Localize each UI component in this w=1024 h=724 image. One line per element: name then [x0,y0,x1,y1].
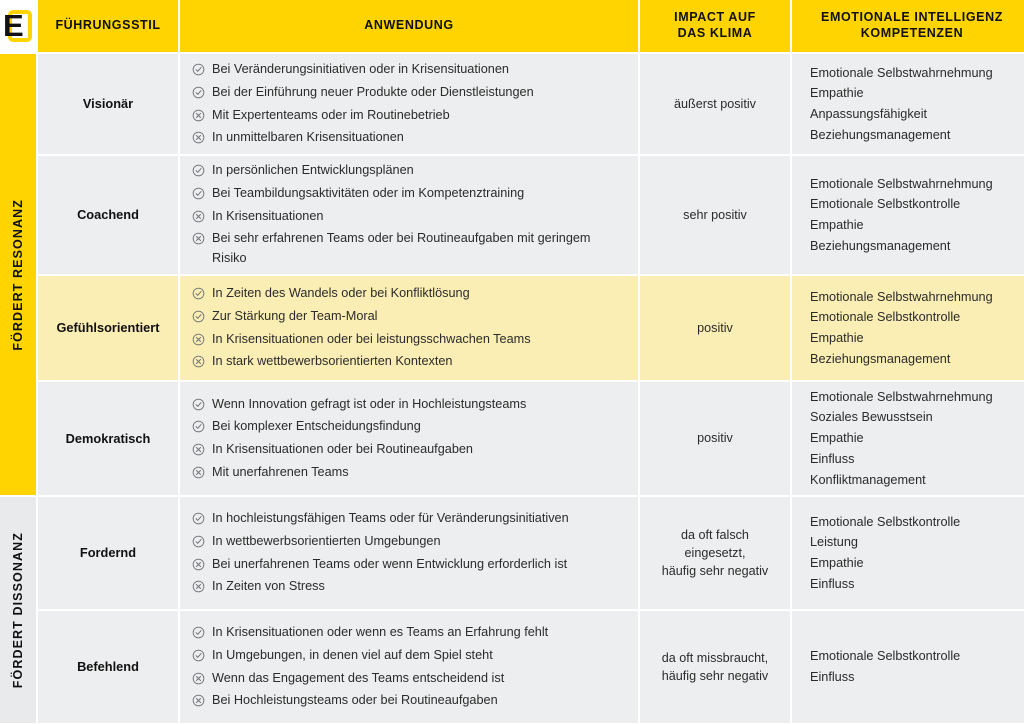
row-applications [180,276,638,380]
impact-text: positiv [697,431,733,446]
application-item [192,160,624,183]
logo-letter: E [3,8,23,43]
competency-item: Emotionale Selbstkontrolle [810,514,961,529]
application-text: In Zeiten des Wandels oder bei Konfliktlösung [212,286,470,301]
impact-line: da oft falsch [681,527,749,542]
row-applications [180,497,638,609]
application-text: In hochleistungsfähigen Teams oder für Veränderungsinitiativen [212,511,569,526]
application-item [192,644,624,667]
application-text: In Zeiten von Stress [212,579,325,594]
impact-line: häufig sehr negativ [661,564,769,579]
row-style-name [38,497,178,609]
row-impact [640,382,790,495]
competency-item: Einfluss [810,576,855,591]
application-item [192,351,624,374]
application-item [192,205,624,228]
style-label-befehlend: Befehlend [77,659,139,675]
row-impact [640,276,790,380]
application-item [192,508,624,531]
x-circle-icon [192,109,205,122]
application-text: In Krisensituationen oder wenn es Teams an Erfahrung fehlt [212,625,549,640]
band-foerdert-dissonanz [0,497,36,723]
header-anwendung-label: ANWENDUNG [364,18,454,33]
application-text: Wenn Innovation gefragt ist oder in Hochleistungsteams [212,396,527,411]
check-circle-icon [192,626,205,639]
row-applications [180,156,638,274]
competency-item: Empathie [810,218,864,232]
header-fuehrungsstil [38,0,178,52]
row-impact [640,156,790,274]
check-circle-icon [192,649,205,662]
application-item [192,81,624,104]
competency-item: Emotionale Selbstwahrnehmung [810,176,993,191]
application-item [192,416,624,439]
check-circle-icon [192,398,205,411]
x-circle-icon [192,443,205,456]
competency-item: Emotionale Selbstkontrolle [810,310,961,325]
row-applications [180,611,638,723]
application-item [192,576,624,599]
application-item [192,530,624,553]
application-item [192,283,624,306]
application-item [192,104,624,127]
application-text: In Krisensituationen oder bei Routineaufgaben [212,442,473,456]
application-text: Bei Veränderungsinitiativen oder in Krisensituationen [212,62,509,77]
competency-item: Konfliktmanagement [810,472,926,487]
application-text: Bei Teambildungsaktivitäten oder im Kompetenztraining [212,185,525,200]
x-circle-icon [192,355,205,368]
x-circle-icon [192,131,205,144]
application-text: Bei komplexer Entscheidungsfindung [212,419,421,434]
competency-item: Beziehungsmanagement [810,127,951,142]
header-impact-line1: IMPACT AUF [674,10,756,25]
row-competencies [792,611,1024,723]
style-label-fordernd: Fordernd [79,545,137,561]
header-ei-line2: KOMPETENZEN [860,26,964,40]
application-text: In Umgebungen, in denen viel auf dem Spiel steht [212,647,493,662]
x-circle-icon [192,466,205,479]
competency-item: Soziales Bewusstsein [810,410,933,425]
row-style-name [38,276,178,380]
competency-item: Emotionale Selbstwahrnehmung [810,389,993,404]
row-impact [640,611,790,723]
application-text: Bei Hochleistungsteams oder bei Routineaufgaben [212,693,498,708]
check-circle-icon [192,535,205,548]
x-circle-icon [192,232,205,245]
row-applications [180,382,638,495]
competency-item: Einfluss [810,670,855,684]
application-text: Mit Expertenteams oder im Routinebetrieb [212,107,450,122]
impact-line: da oft missbraucht, [661,650,769,665]
row-impact [640,497,790,609]
row-competencies [792,276,1024,380]
competency-item: Anpassungsfähigkeit [810,107,928,121]
style-label-demokratisch: Demokratisch [65,430,151,446]
row-impact [640,54,790,154]
row-competencies [792,156,1024,274]
band-foerdert-resonanz [0,54,36,495]
x-circle-icon [192,580,205,593]
row-style-name [38,382,178,495]
competency-item: Empathie [810,431,864,446]
competency-item: Beziehungsmanagement [810,351,951,366]
competency-item: Empathie [810,331,864,345]
application-item [192,622,624,645]
band-resonanz-label: FÖRDERT RESONANZ [11,198,25,351]
x-circle-icon [192,333,205,346]
style-label-coachend: Coachend [77,207,139,223]
application-item [192,690,624,713]
competency-item: Leistung [810,535,858,550]
check-circle-icon [192,164,205,177]
application-text: Bei sehr erfahrenen Teams oder bei Routineaufgaben mit geringem Risiko [212,231,591,266]
application-item [192,182,624,205]
x-circle-icon [192,672,205,685]
header-anwendung [180,0,638,52]
impact-text: äußerst positiv [674,96,756,111]
impact-text: positiv [697,320,733,335]
competency-item: Emotionale Selbstwahrnehmung [810,65,993,80]
application-text: In persönlichen Entwicklungsplänen [212,163,414,178]
application-item [192,228,624,270]
check-circle-icon [192,187,205,200]
impact-text: sehr positiv [683,207,747,222]
row-applications [180,54,638,154]
check-circle-icon [192,420,205,433]
competency-item: Einfluss [810,451,855,466]
application-item [192,439,624,462]
row-competencies [792,497,1024,609]
application-item [192,393,624,416]
x-circle-icon [192,558,205,571]
brand-logo-cell [0,0,36,52]
application-item [192,553,624,576]
application-item [192,461,624,484]
style-label-gefuehlsorientiert: Gefühlsorientiert [56,320,160,336]
application-item [192,59,624,82]
row-competencies [792,54,1024,154]
brand-logo-e-icon [3,9,33,43]
application-text: In Krisensituationen [212,208,324,223]
header-impact-klima [640,0,790,52]
application-text: In Krisensituationen oder bei leistungsschwachen Teams [212,331,531,346]
x-circle-icon [192,694,205,707]
application-item [192,667,624,690]
row-style-name [38,156,178,274]
header-impact-line2: DAS KLIMA [677,26,753,40]
header-ei-kompetenzen [792,0,1024,52]
check-circle-icon [192,512,205,525]
row-style-name [38,611,178,723]
check-circle-icon [192,86,205,99]
x-circle-icon [192,210,205,223]
competency-item: Emotionale Selbstkontrolle [810,197,961,212]
check-circle-icon [192,310,205,323]
band-dissonanz-label: FÖRDERT DISSONANZ [11,531,25,689]
application-text: In unmittelbaren Krisensituationen [212,130,404,145]
competency-item: Empathie [810,556,864,570]
row-style-name [38,54,178,154]
application-item [192,328,624,351]
check-circle-icon [192,287,205,300]
row-competencies [792,382,1024,495]
application-item [192,305,624,328]
application-text: Bei der Einführung neuer Produkte oder Dienstleistungen [212,84,534,99]
competency-item: Emotionale Selbstwahrnehmung [810,289,993,304]
application-text: Mit unerfahrenen Teams [212,464,349,479]
application-item [192,127,624,150]
application-text: Bei unerfahrenen Teams oder wenn Entwicklung erforderlich ist [212,556,568,571]
competency-item: Beziehungsmanagement [810,238,951,253]
application-text: Wenn das Engagement des Teams entscheidend ist [212,670,505,685]
impact-line: eingesetzt, [684,545,746,560]
check-circle-icon [192,63,205,76]
competency-item: Empathie [810,86,864,101]
header-fuehrungsstil-label: FÜHRUNGSSTIL [55,18,161,33]
impact-line: häufig sehr negativ [661,669,769,683]
application-text: In stark wettbewerbsorientierten Kontexten [212,354,453,369]
header-ei-line1: EMOTIONALE INTELLIGENZ [821,10,1003,25]
application-text: In wettbewerbsorientierten Umgebungen [212,533,441,548]
style-label-visionaer: Visionär [82,96,134,112]
competency-item: Emotionale Selbstkontrolle [810,649,961,664]
application-text: Zur Stärkung der Team-Moral [212,308,378,323]
